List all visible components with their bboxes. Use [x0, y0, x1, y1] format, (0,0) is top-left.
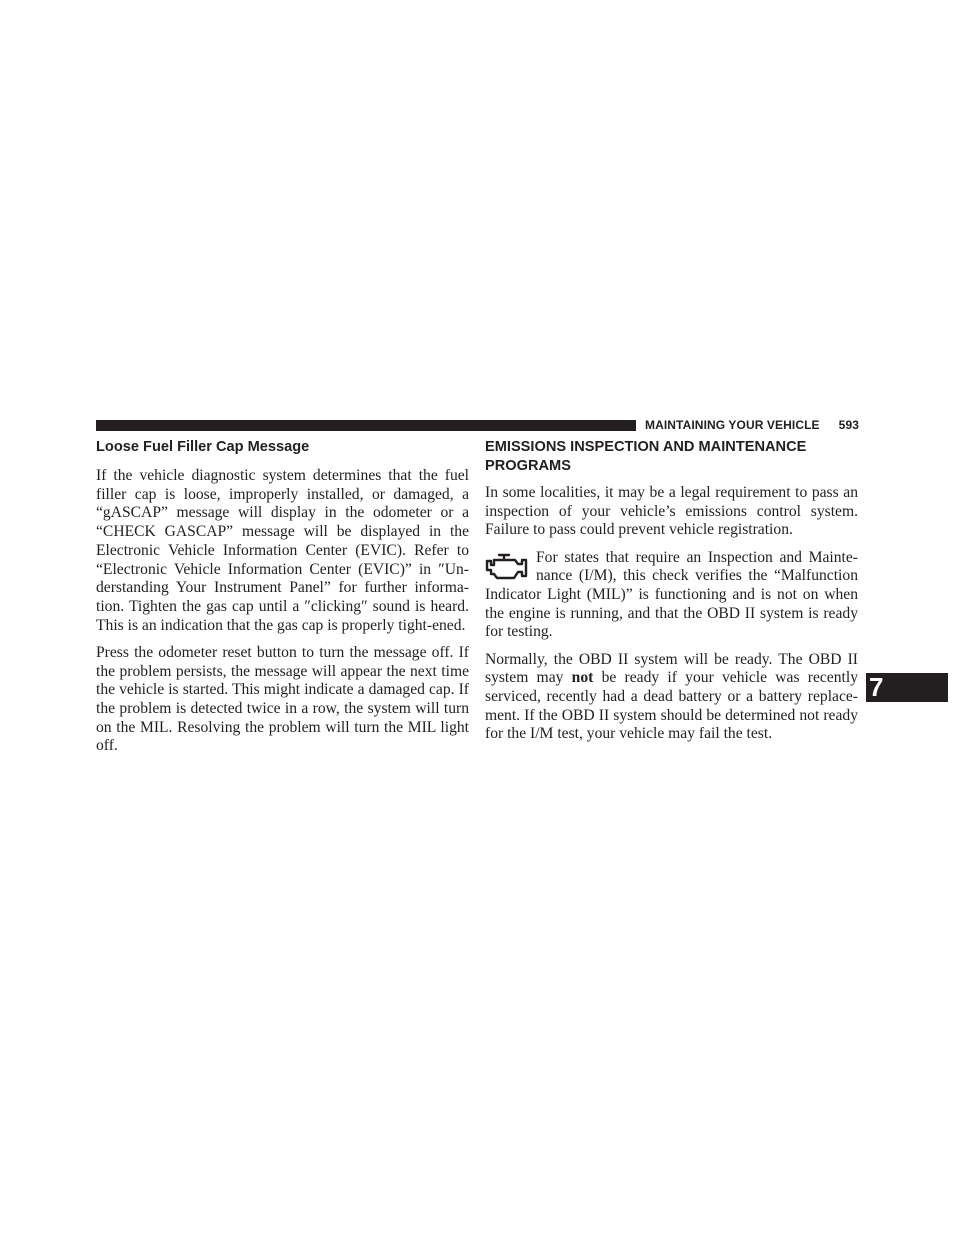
emissions-paragraph-3	[485, 651, 858, 745]
left-p2-line: cap. If the problem is detected twice in a row, the system	[96, 681, 469, 717]
running-header	[645, 417, 859, 433]
right-p3-line: ment. If the OBD II system should be determined not	[485, 706, 824, 724]
page-number: 593	[838, 418, 859, 432]
left-p1-line: Electronic Vehicle Information Center (EVIC). Refer to	[96, 541, 469, 559]
p3-line-2-post: be ready if your vehicle was recently	[593, 669, 858, 687]
loose-cap-paragraph-2	[96, 644, 469, 756]
left-p1-line: “Electronic Vehicle Information Center (EVIC)” in ″Un-	[96, 560, 469, 578]
loose-cap-paragraph-1	[96, 467, 469, 635]
left-p1-line: “gASCAP” message will display in the odometer or a	[96, 504, 469, 522]
left-p1-line: This is an indication that the gas cap is properly tight-	[96, 616, 433, 634]
right-p3-line: ready for the I/M test, your vehicle may fail the test.	[485, 706, 858, 743]
right-p1-line: In some localities, it may be a legal requirement to pass	[485, 484, 844, 501]
mil-paragraph-block	[485, 549, 858, 643]
emissions-heading	[485, 438, 858, 476]
section-title: MAINTAINING YOUR VEHICLE	[645, 418, 820, 432]
left-p1-line: derstanding Your Instrument Panel” for further informa-	[96, 579, 469, 597]
left-p2-line: MIL light off.	[96, 718, 470, 755]
p3-rest	[485, 688, 858, 742]
right-column	[485, 438, 858, 753]
left-p1-line: filler cap is loose, improperly installed, or damaged, a	[96, 485, 469, 503]
left-p1-line: tion. Tighten the gas cap until a ″clicking″ sound is heard.	[96, 597, 469, 615]
left-p2-line: If the problem persists, the message will appear the next	[96, 643, 469, 680]
emissions-paragraph-1	[485, 484, 858, 540]
left-p2-line: time the vehicle is started. This might indicate a damaged	[96, 662, 469, 699]
right-p3-line: serviced, recently had a dead battery or a battery replace-	[485, 688, 858, 706]
chapter-number: 7	[869, 672, 884, 702]
right-p2-line: For states that require an Inspection and Mainte-	[536, 548, 858, 566]
right-p1-line: an inspection of your vehicle’s emissions control system.	[485, 484, 858, 520]
emissions-paragraph-2	[485, 549, 858, 643]
left-p1-line: ened.	[432, 616, 466, 634]
emissions-heading-line-2: PROGRAMS	[485, 458, 571, 474]
left-column	[96, 438, 469, 765]
left-p2-line: will turn on the MIL. Resolving the problem will turn the	[96, 699, 470, 736]
p3-line-1: Normally, the OBD II system will be ready. The OBD II	[485, 650, 858, 668]
p3-line-2-pre: system may	[485, 669, 572, 687]
right-p1-line: Failure to pass could prevent vehicle registration.	[485, 521, 793, 539]
left-p1-line: If the vehicle diagnostic system determines that the fuel	[96, 467, 469, 484]
engine-check-icon	[485, 549, 529, 581]
left-p2-line: Press the odometer reset button to turn the message off.	[96, 643, 459, 661]
left-p1-line: “CHECK GASCAP” message will be displayed in the	[96, 523, 469, 541]
emissions-heading-line-1: EMISSIONS INSPECTION AND MAINTENANCE	[485, 439, 807, 455]
header-rule	[96, 420, 636, 431]
loose-cap-heading: Loose Fuel Filler Cap Message	[96, 439, 310, 455]
right-p2-line: system is ready for testing.	[485, 604, 858, 641]
right-p2-line: on when the engine is running, and that the OBD II	[485, 586, 858, 622]
right-p2-line: nance (I/M), this check verifies the “Malfunction	[536, 567, 858, 585]
right-p2-line: Indicator Light (MIL)” is functioning and is not	[485, 586, 803, 604]
p3-not-emphasis: not	[571, 669, 594, 687]
